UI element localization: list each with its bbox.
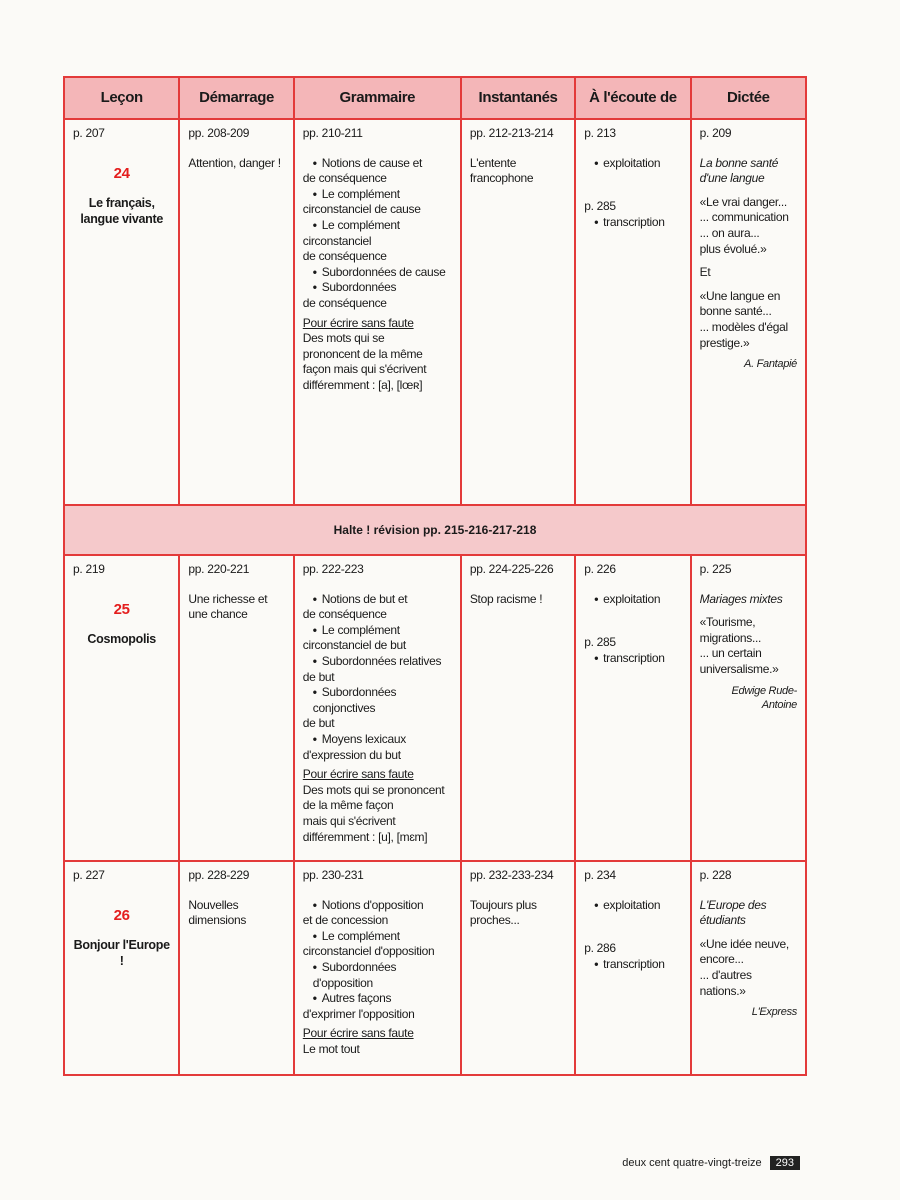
dictee-page: p. 228 — [699, 868, 732, 882]
instantanes-cell — [462, 120, 576, 504]
dictee-quote: bonne santé... — [699, 304, 772, 319]
header-demarrage: Démarrage — [180, 78, 294, 118]
dictee-title: L'Europe des — [699, 897, 767, 912]
grammaire-item: d'expression du but — [302, 747, 401, 762]
grammaire-item: d'exprimer l'opposition — [302, 1006, 415, 1021]
lecon-cell — [65, 862, 180, 1074]
dictee-page: p. 225 — [699, 562, 732, 576]
grammaire-item: et de concession — [302, 913, 389, 928]
sans-faute-line: de la même façon — [302, 798, 394, 813]
sans-faute-line: différemment : [u], [mɛm] — [302, 829, 428, 844]
ecoute-item: • exploitation — [584, 898, 681, 914]
sans-faute-heading: Pour écrire sans faute — [302, 1026, 414, 1041]
demarrage-text: Nouvelles dimensions — [188, 897, 247, 928]
dictee-quote: migrations... — [699, 630, 762, 645]
ecoute-cell — [576, 120, 691, 504]
ecoute-page: p. 285 — [584, 635, 616, 650]
instantanes-line: Stop racisme ! — [469, 591, 543, 606]
ecoute-cell — [576, 862, 691, 1074]
grammaire-item: • Subordonnées conjonctives — [303, 685, 452, 716]
header-instantanes: Instantanés — [462, 78, 576, 118]
grammaire-item: • Le complément — [303, 218, 452, 234]
demarrage-text: Une richesse et une chance — [188, 591, 268, 622]
dictee-quote: universalisme.» — [699, 661, 779, 676]
dictee-quote: prestige.» — [699, 335, 750, 350]
grammaire-item: • Notions d'opposition — [303, 898, 452, 914]
sans-faute-line: Des mots qui se — [302, 331, 385, 346]
demarrage-cell — [180, 862, 294, 1074]
lecon-page: p. 207 — [73, 126, 105, 140]
demarrage-text: Attention, danger ! — [188, 155, 281, 170]
ecoute-item: • transcription — [584, 957, 681, 973]
ecoute-cell — [576, 556, 691, 860]
grammaire-pages: pp. 230-231 — [302, 868, 364, 882]
grammaire-item: • Autres façons — [303, 991, 452, 1007]
grammaire-item: • Notions de cause et — [303, 156, 452, 172]
grammaire-cell — [295, 862, 462, 1074]
lecon-title: Bonjour l'Europe ! — [73, 938, 170, 969]
ecoute-page: p. 286 — [584, 941, 616, 956]
grammaire-item: • Subordonnées relatives — [303, 654, 452, 670]
ecoute-item: • transcription — [584, 651, 681, 667]
ecoute-page: p. 226 — [584, 562, 616, 576]
table-row — [65, 862, 805, 1074]
grammaire-item: • Le complément — [303, 929, 452, 945]
lecon-page: p. 227 — [73, 868, 105, 882]
footer-text: deux cent quatre-vingt-treize — [622, 1157, 762, 1169]
dictee-quote: encore... — [699, 952, 744, 967]
grammaire-item: de conséquence — [302, 607, 387, 622]
demarrage-cell — [180, 120, 294, 504]
grammaire-item: • Le complément — [303, 623, 452, 639]
grammaire-item: circonstanciel d'opposition — [302, 944, 435, 959]
lecon-title: Le français, langue vivante — [80, 196, 164, 227]
dictee-cell — [692, 120, 805, 504]
dictee-quote: «Une idée neuve, — [699, 936, 789, 951]
instantanes-cell — [462, 862, 576, 1074]
page-number: 293 — [770, 1156, 800, 1170]
lecon-cell — [65, 556, 180, 860]
ecoute-page: p. 213 — [584, 126, 616, 140]
dictee-title: La bonne santé — [699, 155, 779, 170]
ecoute-item: • transcription — [584, 215, 681, 231]
dictee-cell — [692, 556, 805, 860]
grammaire-item: de conséquence — [302, 295, 387, 310]
grammaire-item: de but — [302, 716, 335, 731]
table-row — [65, 556, 805, 862]
lecon-number: 25 — [113, 600, 130, 618]
sans-faute-line: différemment : [a], [lœʀ] — [302, 377, 423, 392]
dictee-title: d'une langue — [699, 171, 765, 186]
grammaire-item: de conséquence — [302, 171, 387, 186]
header-dictee: Dictée — [692, 78, 805, 118]
grammaire-pages: pp. 210-211 — [302, 126, 363, 140]
lecon-number: 24 — [113, 164, 130, 182]
demarrage-pages: pp. 220-221 — [188, 562, 250, 576]
sans-faute-heading: Pour écrire sans faute — [302, 315, 414, 330]
dictee-quote: ... d'autres nations.» — [699, 967, 752, 998]
lecon-title: Cosmopolis — [87, 632, 156, 647]
dictee-quote: «Le vrai danger... — [699, 194, 787, 209]
instantanes-cell — [462, 556, 576, 860]
dictee-quote: «Tourisme, — [699, 615, 756, 630]
dictee-author: L'Express — [751, 1006, 798, 1019]
grammaire-item: • Subordonnées d'opposition — [303, 960, 452, 991]
dictee-quote: ... modèles d'égal — [699, 319, 788, 334]
grammaire-item: circonstanciel de but — [302, 638, 406, 653]
ecoute-item: • exploitation — [584, 592, 681, 608]
dictee-quote: «Une langue en — [699, 288, 781, 303]
grammaire-cell — [295, 556, 462, 860]
grammaire-pages: pp. 222-223 — [302, 562, 364, 576]
grammaire-cell — [295, 120, 462, 504]
sans-faute-line: façon mais qui s'écrivent — [302, 362, 427, 377]
dictee-cell — [692, 862, 805, 1074]
ecoute-page: p. 285 — [584, 199, 616, 214]
ecoute-page: p. 234 — [584, 868, 616, 882]
grammaire-item: circonstanciel — [302, 233, 372, 248]
dictee-et: Et — [699, 265, 711, 280]
grammaire-item: de but — [302, 669, 335, 684]
table-row — [65, 120, 805, 506]
grammaire-item: • Subordonnées de cause — [303, 265, 452, 281]
grammaire-item: de conséquence — [302, 249, 387, 264]
dictee-quote: ... communication — [699, 210, 789, 225]
dictee-author: Edwige Rude-Antoine — [731, 684, 798, 711]
demarrage-cell — [180, 556, 294, 860]
dictee-quote: ... un certain — [699, 646, 762, 661]
revision-banner: Halte ! révision pp. 215-216-217-218 — [65, 506, 805, 556]
instantanes-line: Toujours plus — [469, 897, 537, 912]
dictee-title: Mariages mixtes — [699, 591, 783, 606]
header-grammaire: Grammaire — [295, 78, 462, 118]
instantanes-pages: pp. 212-213-214 — [469, 126, 554, 140]
sans-faute-line: Le mot tout — [302, 1041, 360, 1056]
instantanes-pages: pp. 224-225-226 — [469, 562, 554, 576]
lecon-page: p. 219 — [73, 562, 105, 576]
grammaire-item: • Notions de but et — [303, 592, 452, 608]
instantanes-line: L'entente — [469, 155, 517, 170]
demarrage-pages: pp. 208-209 — [188, 126, 250, 140]
sans-faute-line: mais qui s'écrivent — [302, 813, 396, 828]
sans-faute-line: Des mots qui se prononcent — [302, 782, 445, 797]
grammaire-item: circonstanciel de cause — [302, 202, 421, 217]
instantanes-line: francophone — [469, 171, 534, 186]
dictee-quote: plus évolué.» — [699, 241, 767, 256]
dictee-page: p. 209 — [699, 126, 732, 140]
grammaire-item: • Moyens lexicaux — [303, 732, 452, 748]
grammaire-item: • Le complément — [303, 187, 452, 203]
grammaire-item: • Subordonnées — [303, 280, 452, 296]
lesson-table — [63, 76, 807, 1076]
dictee-title: étudiants — [699, 913, 746, 928]
instantanes-line: proches... — [469, 913, 520, 928]
sans-faute-line: prononcent de la même — [302, 346, 423, 361]
table-header — [65, 78, 805, 120]
sans-faute-heading: Pour écrire sans faute — [302, 767, 414, 782]
instantanes-pages: pp. 232-233-234 — [469, 868, 554, 882]
page-footer — [622, 1156, 800, 1170]
lecon-cell — [65, 120, 180, 504]
lecon-number: 26 — [113, 906, 130, 924]
demarrage-pages: pp. 228-229 — [188, 868, 250, 882]
header-lecon: Leçon — [65, 78, 180, 118]
ecoute-item: • exploitation — [584, 156, 681, 172]
dictee-quote: ... on aura... — [699, 225, 760, 240]
dictee-author: A. Fantapié — [744, 358, 798, 371]
header-ecoute: À l'écoute de — [576, 78, 691, 118]
